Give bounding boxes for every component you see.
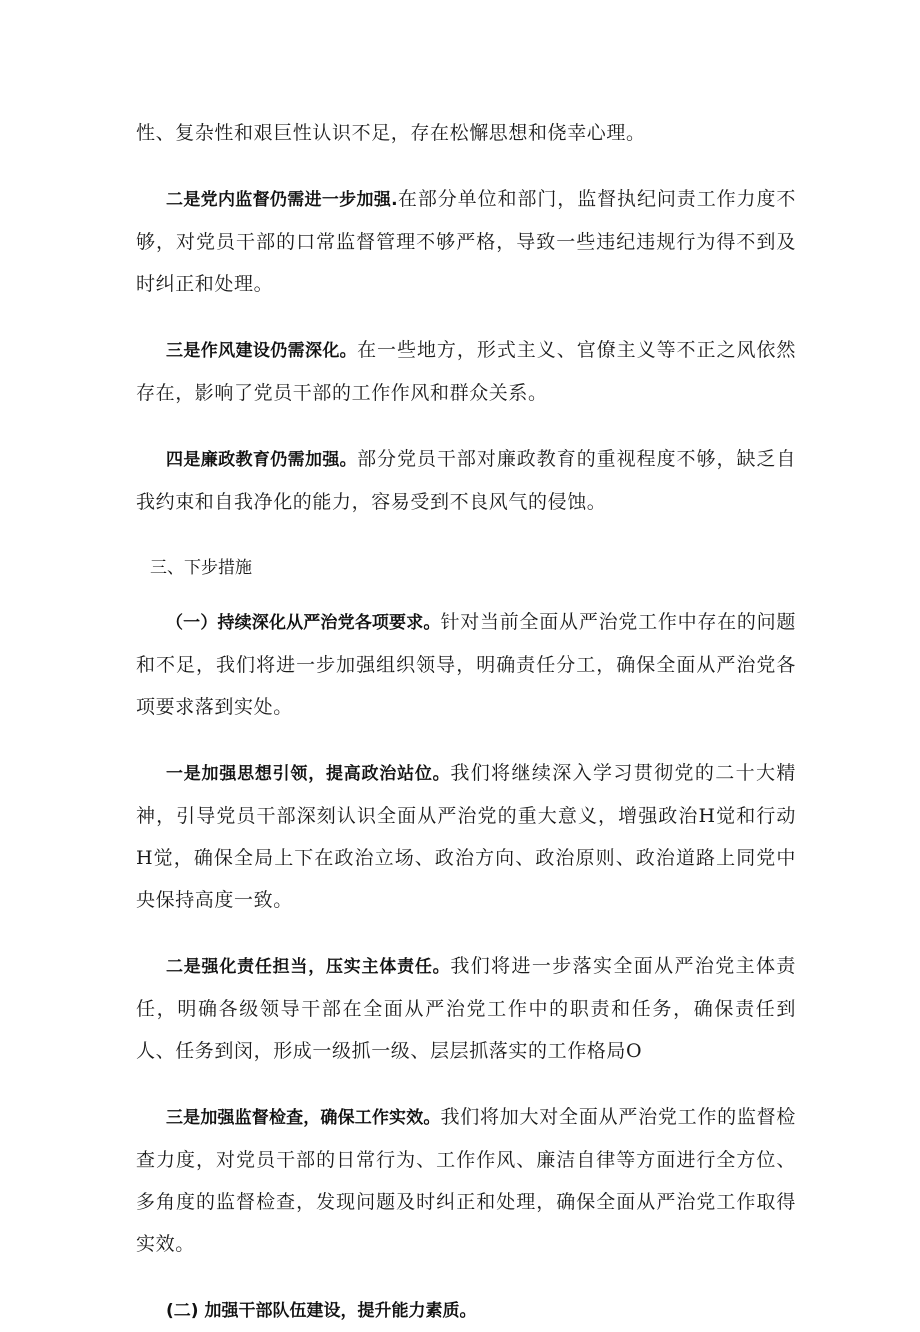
- paragraph-text: 我们将进一步落实全面从严治党主体责任，明确各级领导干部在全面从严治党工作中的职责和任务，确保责任到人、任务到闵，形成一级抓一级、层层抓落实的工作格局O: [136, 955, 797, 1062]
- paragraph-lead: 三是作风建设仍需深化。: [166, 341, 358, 361]
- paragraph-text: 性、复杂性和艰巨性认识不足，存在松懈思想和侥幸心理。: [136, 122, 646, 144]
- paragraph-lead: 四是廉政教育仍需加强。: [166, 450, 358, 470]
- section-heading: 三、下步措施: [150, 558, 252, 578]
- paragraph-text: 部分党员干部对廉政教育的重视程度不够，缺乏自我约束和自我净化的能力，容易受到不良风气的侵蚀。: [136, 448, 797, 513]
- measure-paragraph-2: [136, 752, 796, 921]
- paragraph-continuation: [136, 112, 796, 154]
- paragraph-issue-education: [136, 438, 796, 523]
- paragraph-lead: 三是加强监督检查，确保工作实效。: [166, 1108, 441, 1128]
- paragraph-text: 我们将继续深入学习贯彻党的二十大精神，引导党员干部深刻认识全面从严治党的重大意义，增强政治H觉和行动H觉，确保全局上下在政治立场、政治方向、政治原则、政治道路上同党中央保持高度一致。: [136, 762, 797, 911]
- paragraph-issue-style: [136, 329, 796, 414]
- paragraph-lead: 二是党内监督仍需进一步加强.: [166, 190, 398, 210]
- paragraph-text: 在一些地方，形式主义、官僚主义等不正之风依然存在，影响了党员干部的工作作风和群众关系。: [136, 339, 797, 404]
- paragraph-lead: 一是加强思想引领，提高政治站位。: [166, 764, 451, 784]
- paragraph-text: 我们将加大对全面从严治党工作的监督检查力度，对党员干部的日常行为、工作作风、廉洁自律等方面进行全方位、多角度的监督检查，发现问题及时纠正和处理，确保全面从严治党工作取得实效。: [136, 1106, 796, 1255]
- paragraph-text: 针对当前全面从严治党工作中存在的问题和不足，我们将进一步加强组织领导，明确责任分工，确保全面从严治党各项要求落到实处。: [136, 611, 796, 718]
- paragraph-text: 在部分单位和部门，监督执纪问责工作力度不够，对党员干部的口常监督管理不够严格，导致一些违纪违规行为得不到及时纠正和处理。: [136, 188, 796, 295]
- paragraph-lead: （一）持续深化从严治党各项要求。: [166, 613, 441, 633]
- measure-paragraph-1: [136, 601, 796, 728]
- measure-paragraph-3: [136, 945, 796, 1072]
- paragraph-issue-supervision: [136, 178, 796, 305]
- measure-paragraph-4: [136, 1096, 796, 1265]
- final-subheading: [136, 1289, 796, 1332]
- paragraph-lead: 二是强化责任担当，压实主体责任。: [166, 957, 451, 977]
- document-body: [136, 112, 796, 1332]
- subheading-text: (二) 加强干部队伍建设，提升能力素质。: [166, 1301, 477, 1321]
